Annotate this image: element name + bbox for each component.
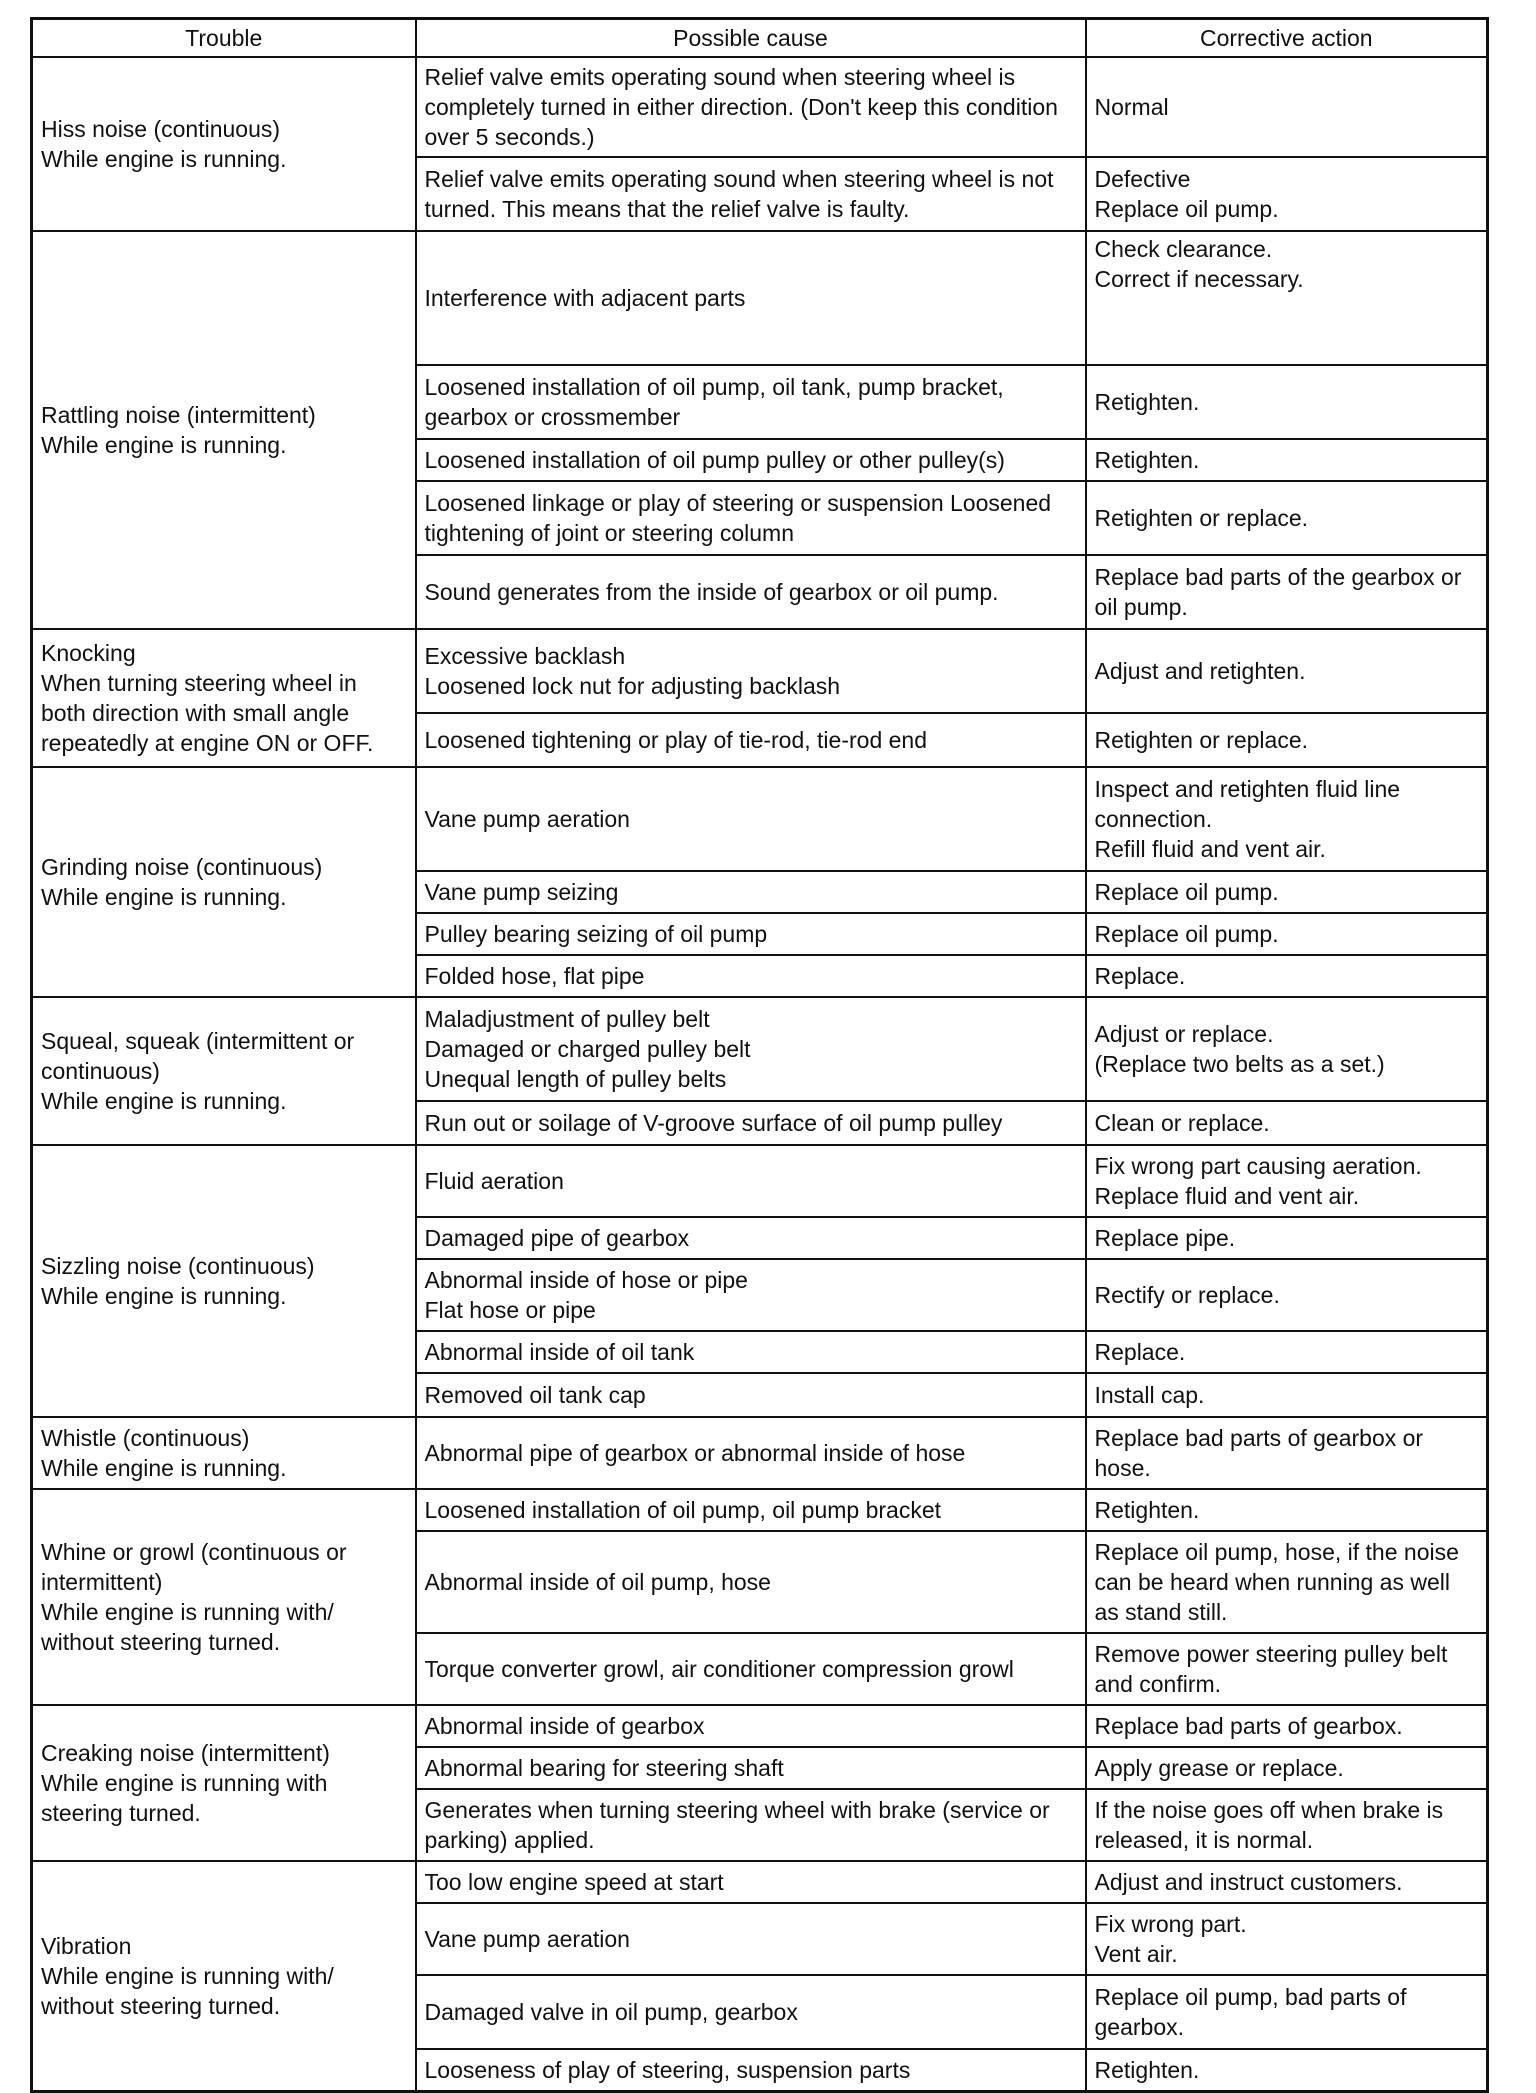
action-cell: Replace. [1086,1331,1488,1373]
table-row [32,1489,1488,1531]
cause-cell: Pulley bearing seizing of oil pump [416,913,1086,955]
cause-cell: Damaged valve in oil pump, gearbox [416,1975,1086,2049]
trouble-cell: Grinding noise (continuous) While engine is running. [32,767,416,997]
action-cell: Defective Replace oil pump. [1086,157,1488,231]
header-possible-cause: Possible cause [416,19,1086,58]
action-cell: Replace oil pump. [1086,871,1488,913]
action-cell: Replace oil pump. [1086,913,1488,955]
cause-cell: Maladjustment of pulley belt Damaged or charged pulley belt Unequal length of pulley belts [416,997,1086,1101]
table-row [32,231,1488,365]
cause-cell: Interference with adjacent parts [416,231,1086,365]
cause-cell: Loosened installation of oil pump pulley or other pulley(s) [416,439,1086,481]
action-cell: Inspect and retighten fluid line connection. Refill fluid and vent air. [1086,767,1488,871]
action-cell: Clean or replace. [1086,1101,1488,1145]
cause-cell: Vane pump aeration [416,1903,1086,1975]
trouble-cell: Rattling noise (intermittent) While engine is running. [32,231,416,629]
action-cell: Remove power steering pulley belt and confirm. [1086,1633,1488,1705]
cause-cell: Abnormal pipe of gearbox or abnormal inside of hose [416,1417,1086,1489]
action-cell: Replace bad parts of the gearbox or oil pump. [1086,555,1488,629]
table-row [32,1861,1488,1903]
cause-cell: Folded hose, flat pipe [416,955,1086,997]
cause-cell: Sound generates from the inside of gearbox or oil pump. [416,555,1086,629]
action-cell: Adjust and retighten. [1086,629,1488,713]
action-cell: Replace bad parts of gearbox. [1086,1705,1488,1747]
cause-cell: Vane pump aeration [416,767,1086,871]
cause-cell: Fluid aeration [416,1145,1086,1217]
trouble-cell: Vibration While engine is running with/ without steering turned. [32,1861,416,2092]
trouble-cell: Whistle (continuous) While engine is running. [32,1417,416,1489]
table-body [32,57,1488,2092]
header-corrective-action: Corrective action [1086,19,1488,58]
action-cell: Install cap. [1086,1373,1488,1417]
action-cell: If the noise goes off when brake is released, it is normal. [1086,1789,1488,1861]
trouble-cell: Hiss noise (continuous) While engine is running. [32,57,416,231]
action-cell: Retighten or replace. [1086,481,1488,555]
cause-cell: Removed oil tank cap [416,1373,1086,1417]
action-cell: Normal [1086,57,1488,157]
cause-cell: Torque converter growl, air conditioner compression growl [416,1633,1086,1705]
action-cell: Replace oil pump, hose, if the noise can be heard when running as well as stand still. [1086,1531,1488,1633]
trouble-cell: Squeal, squeak (intermittent or continuous) While engine is running. [32,997,416,1145]
cause-cell: Run out or soilage of V-groove surface of oil pump pulley [416,1101,1086,1145]
cause-cell: Loosened linkage or play of steering or suspension Loosened tightening of joint or steering column [416,481,1086,555]
trouble-cell: Knocking When turning steering wheel in both direction with small angle repeatedly at engine ON or OFF. [32,629,416,767]
header-trouble: Trouble [32,19,416,58]
cause-cell: Abnormal inside of oil pump, hose [416,1531,1086,1633]
action-cell: Check clearance. Correct if necessary. [1086,231,1488,365]
action-cell: Replace pipe. [1086,1217,1488,1259]
action-cell: Retighten. [1086,365,1488,439]
cause-cell: Looseness of play of steering, suspension parts [416,2049,1086,2092]
table-row [32,57,1488,157]
cause-cell: Abnormal inside of oil tank [416,1331,1086,1373]
action-cell: Replace. [1086,955,1488,997]
action-cell: Retighten. [1086,439,1488,481]
table-row [32,767,1488,871]
cause-cell: Vane pump seizing [416,871,1086,913]
action-cell: Replace oil pump, bad parts of gearbox. [1086,1975,1488,2049]
cause-cell: Too low engine speed at start [416,1861,1086,1903]
cause-cell: Loosened tightening or play of tie-rod, tie-rod end [416,713,1086,767]
table-row [32,1705,1488,1747]
cause-cell: Excessive backlash Loosened lock nut for adjusting backlash [416,629,1086,713]
cause-cell: Loosened installation of oil pump, oil pump bracket [416,1489,1086,1531]
table-row [32,629,1488,713]
cause-cell: Damaged pipe of gearbox [416,1217,1086,1259]
cause-cell: Abnormal inside of hose or pipe Flat hose or pipe [416,1259,1086,1331]
action-cell: Fix wrong part causing aeration. Replace fluid and vent air. [1086,1145,1488,1217]
table-row [32,1145,1488,1217]
action-cell: Retighten. [1086,1489,1488,1531]
action-cell: Rectify or replace. [1086,1259,1488,1331]
table-row [32,1417,1488,1489]
cause-cell: Loosened installation of oil pump, oil tank, pump bracket, gearbox or crossmember [416,365,1086,439]
header-row [32,19,1488,58]
cause-cell: Abnormal bearing for steering shaft [416,1747,1086,1789]
cause-cell: Generates when turning steering wheel with brake (service or parking) applied. [416,1789,1086,1861]
trouble-cell: Creaking noise (intermittent) While engine is running with steering turned. [32,1705,416,1861]
trouble-cell: Whine or growl (continuous or intermittent) While engine is running with/ without steering turned. [32,1489,416,1705]
action-cell: Replace bad parts of gearbox or hose. [1086,1417,1488,1489]
action-cell: Fix wrong part. Vent air. [1086,1903,1488,1975]
cause-cell: Abnormal inside of gearbox [416,1705,1086,1747]
action-cell: Adjust and instruct customers. [1086,1861,1488,1903]
action-cell: Retighten or replace. [1086,713,1488,767]
troubleshooting-table [30,17,1489,2093]
cause-cell: Relief valve emits operating sound when steering wheel is completely turned in either direction. (Don't keep this condition over 5 seconds.) [416,57,1086,157]
table-header [32,19,1488,58]
table-row [32,997,1488,1101]
action-cell: Retighten. [1086,2049,1488,2092]
trouble-cell: Sizzling noise (continuous) While engine is running. [32,1145,416,1417]
action-cell: Apply grease or replace. [1086,1747,1488,1789]
action-cell: Adjust or replace. (Replace two belts as a set.) [1086,997,1488,1101]
cause-cell: Relief valve emits operating sound when steering wheel is not turned. This means that the relief valve is faulty. [416,157,1086,231]
